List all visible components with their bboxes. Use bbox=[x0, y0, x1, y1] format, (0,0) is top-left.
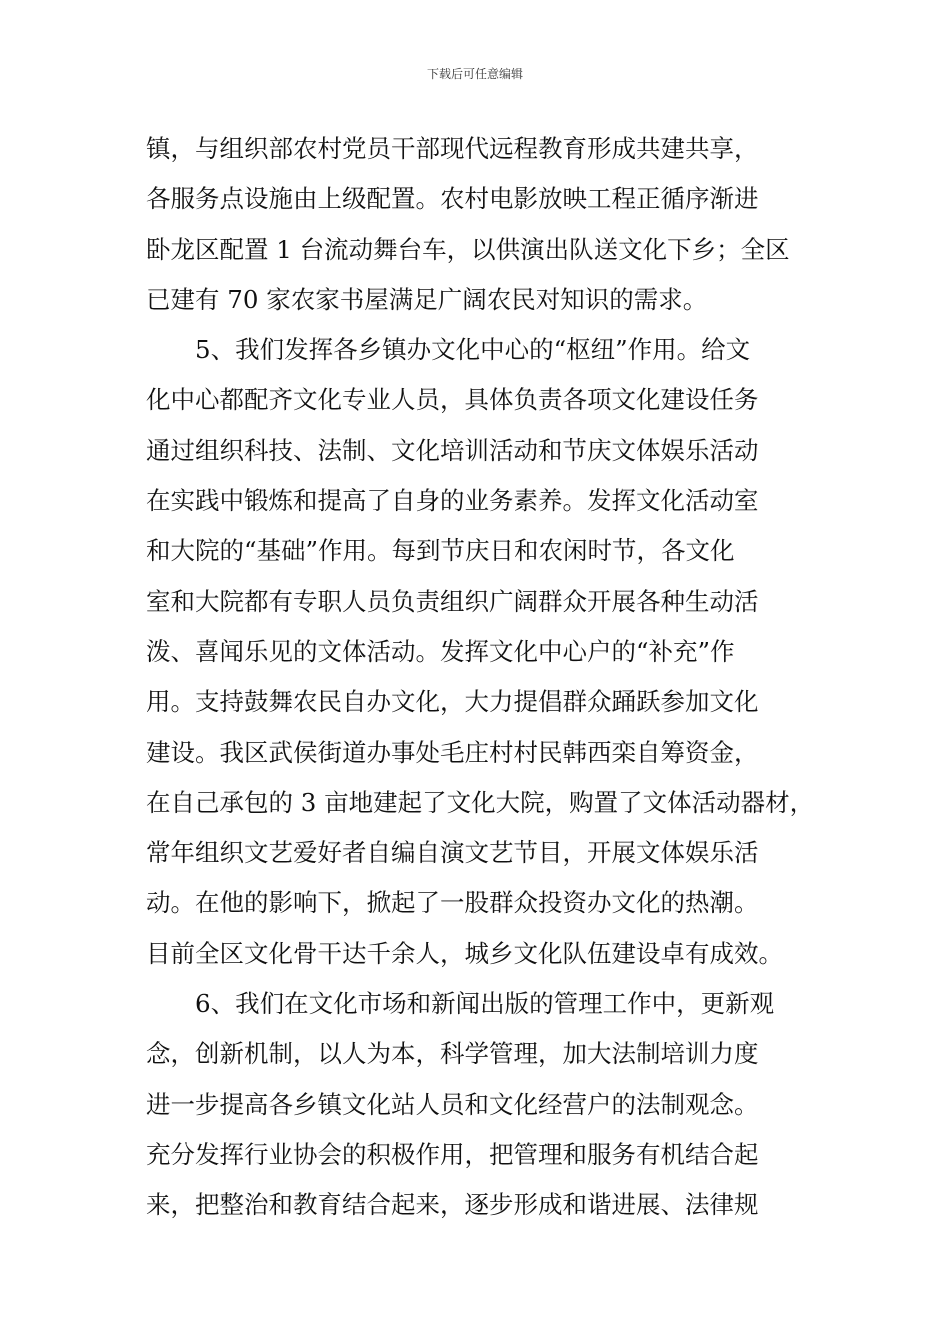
paragraph-first-line: 5、我们发挥各乡镇办文化中心的“枢纽”作用。给文 bbox=[195, 335, 751, 365]
text-line: 镇，与组织部农村党员干部现代远程教育形成共建共享， bbox=[146, 134, 759, 163]
text-line: 室和大院都有专职人员负责组织广阔群众开展各种生动活 bbox=[146, 586, 759, 616]
text-line: 建设。我区武侯街道办事处毛庄村村民韩西栾自筹资金， bbox=[146, 737, 759, 767]
text-line: 卧龙区配置 1 台流动舞台车，以供演出队送文化下乡；全区 bbox=[146, 234, 790, 264]
text-line: 泼、喜闻乐见的文体活动。发挥文化中心户的“补充”作 bbox=[146, 636, 735, 666]
text-line: 常年组织文艺爱好者自编自演文艺节目，开展文体娱乐活 bbox=[146, 838, 759, 868]
text-line: 充分发挥行业协会的积极作用，把管理和服务有机结合起 bbox=[146, 1139, 759, 1169]
text-line: 动。在他的影响下，掀起了一股群众投资办文化的热潮。 bbox=[146, 888, 759, 918]
paragraph-first-line: 6、我们在文化市场和新闻出版的管理工作中，更新观 bbox=[195, 989, 775, 1019]
text-line: 目前全区文化骨干达千余人，城乡文化队伍建设卓有成效。 bbox=[146, 938, 783, 968]
text-line: 在实践中锻炼和提高了自身的业务素养。发挥文化活动室 bbox=[146, 486, 759, 516]
text-line: 进一步提高各乡镇文化站人员和文化经营户的法制观念。 bbox=[146, 1089, 759, 1119]
page-header: 下载后可任意编辑 bbox=[426, 67, 523, 81]
text-line: 在自己承包的 3 亩地建起了文化大院，购置了文体活动器材， bbox=[146, 787, 815, 817]
text-line: 念，创新机制，以人为本，科学管理，加大法制培训力度 bbox=[146, 1039, 759, 1069]
text-line: 用。支持鼓舞农民自办文化，大力提倡群众踊跃参加文化 bbox=[146, 687, 759, 717]
text-line: 来，把整治和教育结合起来，逐步形成和谐进展、法律规 bbox=[146, 1190, 759, 1220]
text-line: 已建有 70 家农家书屋满足广阔农民对知识的需求。 bbox=[146, 284, 708, 314]
text-line: 和大院的“基础”作用。每到节庆日和农闲时节，各文化 bbox=[146, 536, 735, 566]
document-body bbox=[146, 124, 816, 1231]
text-line: 各服务点设施由上级配置。农村电影放映工程正循序渐进 bbox=[146, 184, 759, 214]
text-line: 化中心都配齐文化专业人员，具体负责各项文化建设任务 bbox=[146, 385, 759, 415]
text-line: 通过组织科技、法制、文化培训活动和节庆文体娱乐活动 bbox=[146, 435, 759, 465]
